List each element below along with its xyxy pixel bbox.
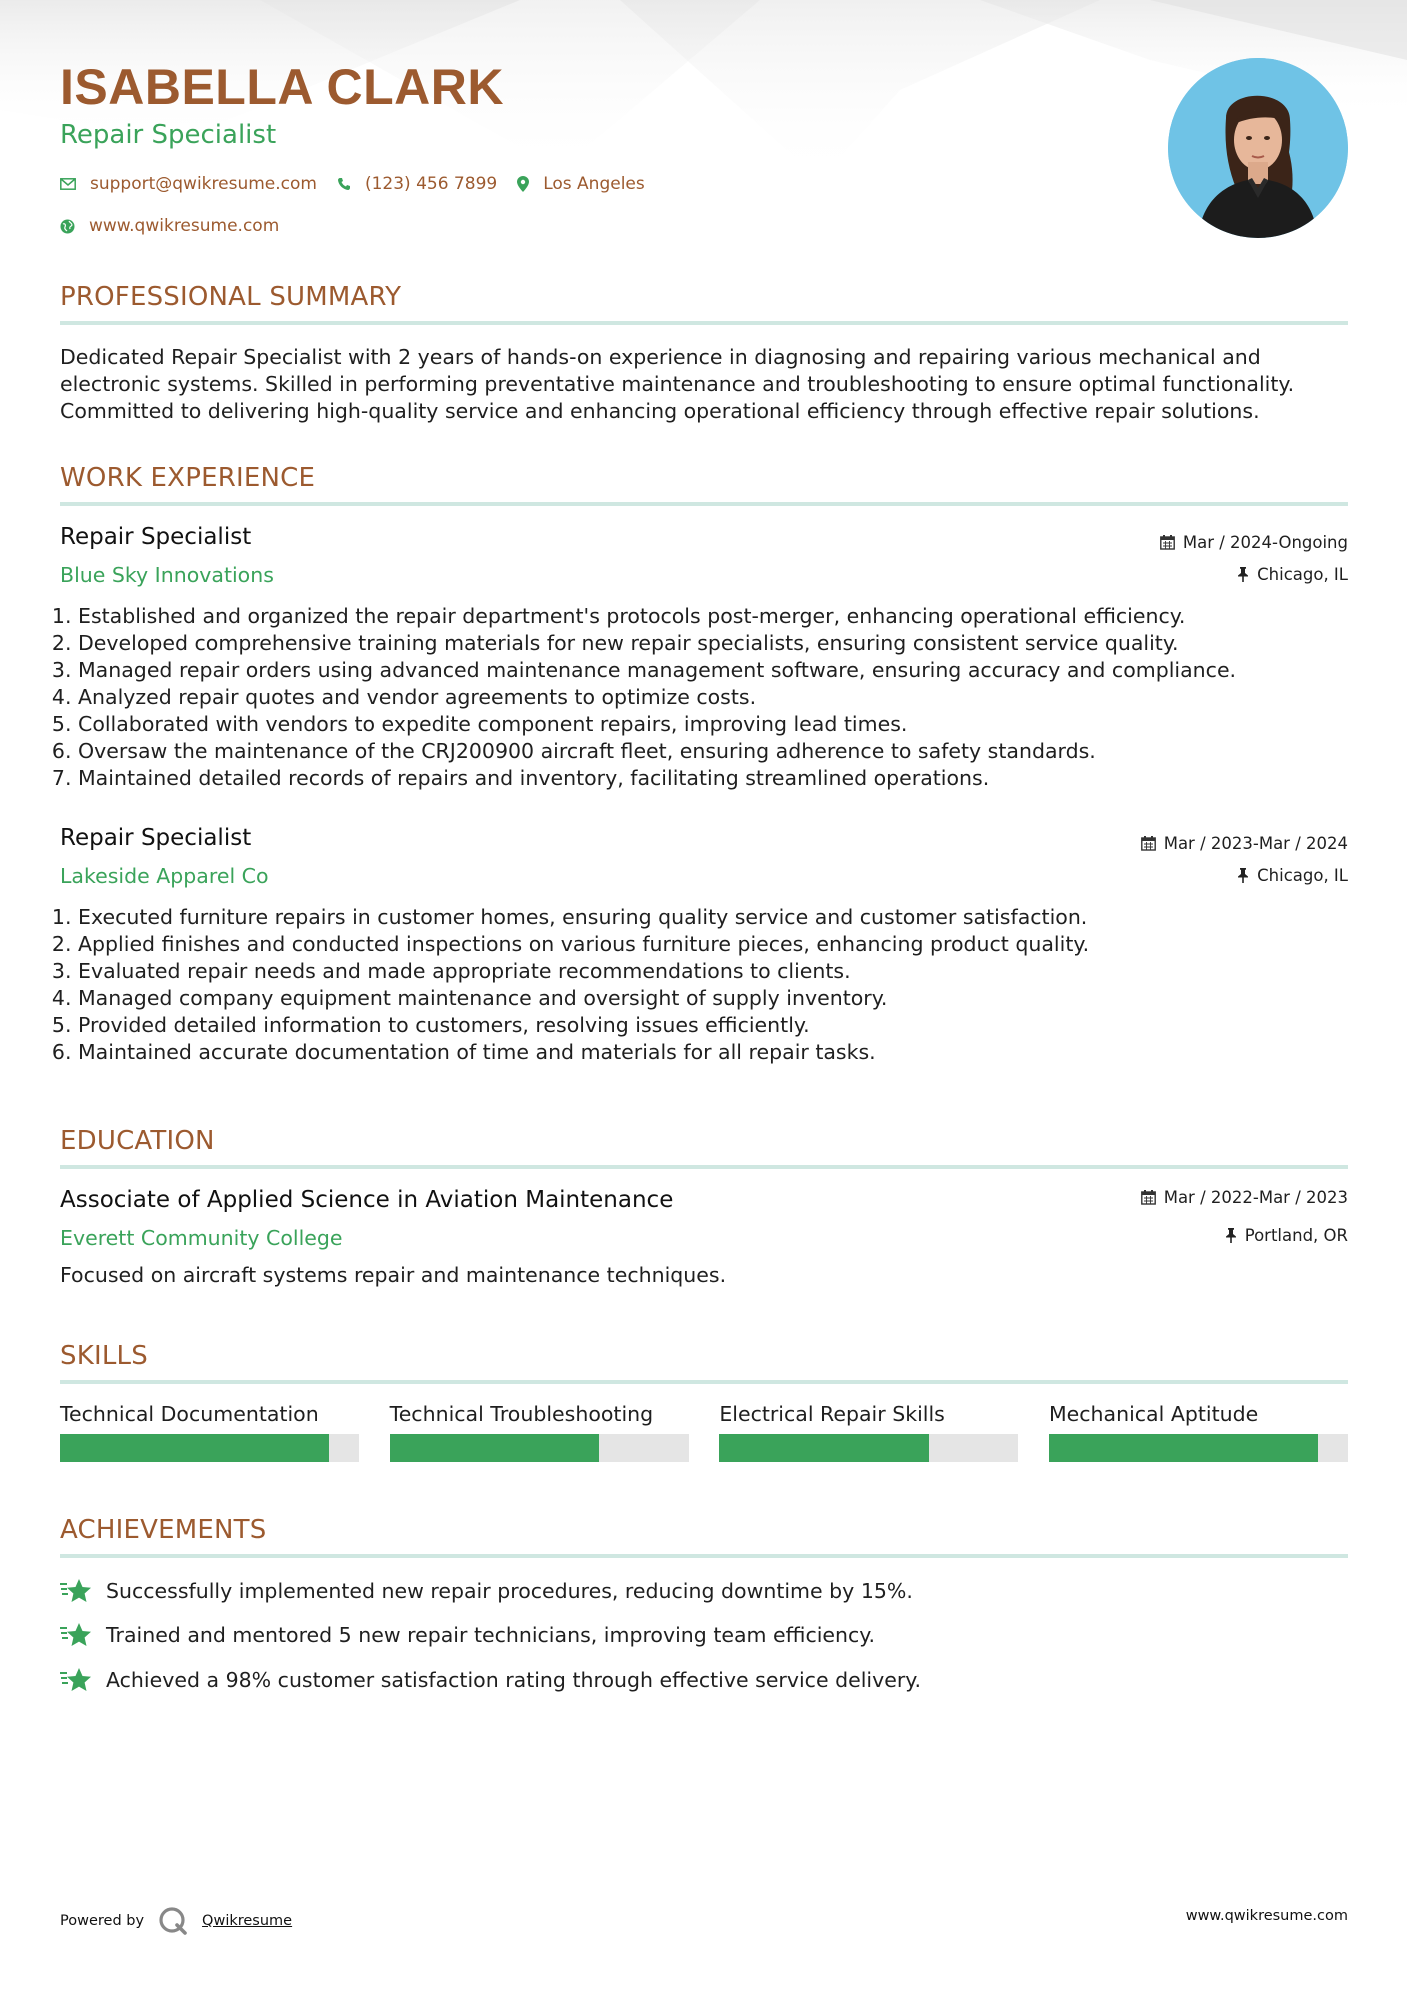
education-heading: EDUCATION xyxy=(60,1126,215,1156)
skill-bar xyxy=(60,1434,359,1462)
pin-icon xyxy=(1225,1228,1237,1243)
list-item: 6. Maintained accurate documentation of time and materials for all repair tasks. xyxy=(78,1039,1348,1066)
achievement-item xyxy=(60,1667,921,1693)
school-name: Everett Community College xyxy=(60,1226,343,1250)
job-location xyxy=(1237,866,1348,885)
list-item: 3. Evaluated repair needs and made appropriate recommendations to clients. xyxy=(78,958,1348,985)
powered-by-label: Powered by xyxy=(60,1913,145,1929)
job-company: Lakeside Apparel Co xyxy=(60,864,269,888)
degree-title: Associate of Applied Science in Aviation Maintenance xyxy=(60,1187,674,1213)
job-dates xyxy=(1160,533,1348,552)
skill-bar xyxy=(719,1434,1018,1462)
education-description: Focused on aircraft systems repair and maintenance techniques. xyxy=(60,1263,727,1287)
list-item: 5. Collaborated with vendors to expedite component repairs, improving lead times. xyxy=(78,711,1348,738)
skill-bar-fill xyxy=(60,1434,329,1462)
map-marker-icon xyxy=(517,176,529,192)
achievement-text: Achieved a 98% customer satisfaction rating through effective service delivery. xyxy=(106,1668,921,1692)
skill-item xyxy=(719,1402,1018,1462)
contact-location xyxy=(517,174,645,194)
section-divider xyxy=(60,1380,1348,1384)
list-item: 4. Managed company equipment maintenance and oversight of supply inventory. xyxy=(78,985,1348,1012)
section-divider xyxy=(60,502,1348,506)
contact-email[interactable] xyxy=(60,174,317,194)
envelope-icon xyxy=(60,178,76,190)
skill-bar-fill xyxy=(390,1434,599,1462)
qwikresume-logo-icon xyxy=(158,1906,188,1936)
section-divider xyxy=(60,1554,1348,1558)
job-company: Blue Sky Innovations xyxy=(60,563,274,587)
star-icon xyxy=(60,1578,92,1604)
achievement-text: Successfully implemented new repair procedures, reducing downtime by 15%. xyxy=(106,1579,913,1603)
calendar-icon xyxy=(1141,836,1156,851)
summary-text: Dedicated Repair Specialist with 2 years of hands-on experience in diagnosing and repairing various mechanical and electronic systems. Skilled in performing preventative maintenance and troubleshooting to ensure optimal functionality. Committed to delivering high-quality service and enhancing operational efficiency through effective repair solutions. xyxy=(60,345,1295,423)
contact-phone[interactable] xyxy=(337,174,497,194)
contact-row-1 xyxy=(60,174,665,194)
section-divider xyxy=(60,321,1348,325)
skill-item xyxy=(1049,1402,1348,1462)
skills-list xyxy=(60,1402,1348,1462)
skill-bar xyxy=(1049,1434,1348,1462)
contact-website[interactable] xyxy=(60,216,279,236)
list-item: 3. Managed repair orders using advanced maintenance management software, ensuring accuracy and compliance. xyxy=(78,657,1348,684)
email-text: support@qwikresume.com xyxy=(90,174,317,194)
job-title: Repair Specialist xyxy=(60,524,252,550)
list-item: 6. Oversaw the maintenance of the CRJ200900 aircraft fleet, ensuring adherence to safety standards. xyxy=(78,738,1348,765)
skill-item xyxy=(60,1402,359,1462)
list-item: 4. Analyzed repair quotes and vendor agreements to optimize costs. xyxy=(78,684,1348,711)
job-bullets xyxy=(60,904,1348,1066)
profile-photo xyxy=(1168,58,1348,238)
phone-text: (123) 456 7899 xyxy=(364,174,498,194)
globe-icon xyxy=(60,219,75,234)
skill-item xyxy=(390,1402,689,1462)
candidate-role: Repair Specialist xyxy=(60,120,277,150)
skill-name: Technical Documentation xyxy=(60,1402,319,1426)
contact-row-2 xyxy=(60,216,299,236)
achievement-item xyxy=(60,1578,913,1604)
list-item: 1. Established and organized the repair department's protocols post-merger, enhancing operational efficiency. xyxy=(78,603,1348,630)
website-text: www.qwikresume.com xyxy=(89,216,280,236)
education-dates xyxy=(1141,1188,1348,1207)
job-title: Repair Specialist xyxy=(60,825,252,851)
skill-bar-fill xyxy=(719,1434,928,1462)
candidate-name: ISABELLA CLARK xyxy=(60,59,505,115)
skill-name: Technical Troubleshooting xyxy=(389,1402,654,1426)
list-item: 1. Executed furniture repairs in customer homes, ensuring quality service and customer satisfaction. xyxy=(78,904,1348,931)
achievements-heading: ACHIEVEMENTS xyxy=(60,1515,267,1545)
job-bullets xyxy=(60,603,1348,792)
list-item: 7. Maintained detailed records of repairs and inventory, facilitating streamlined operations. xyxy=(78,765,1348,792)
calendar-icon xyxy=(1141,1190,1156,1205)
star-icon xyxy=(60,1667,92,1693)
location-text: Los Angeles xyxy=(543,174,645,194)
job-location xyxy=(1237,565,1348,584)
phone-icon xyxy=(337,177,351,191)
calendar-icon xyxy=(1160,535,1175,550)
education-location-text: Portland, OR xyxy=(1244,1226,1348,1245)
job-dates-text: Mar / 2023-Mar / 2024 xyxy=(1163,834,1348,853)
education-location xyxy=(1225,1226,1348,1245)
job-location-text: Chicago, IL xyxy=(1257,565,1348,584)
skill-bar xyxy=(390,1434,689,1462)
list-item: 2. Applied finishes and conducted inspections on various furniture pieces, enhancing product quality. xyxy=(78,931,1348,958)
achievement-text: Trained and mentored 5 new repair technicians, improving team efficiency. xyxy=(106,1623,876,1647)
list-item: 5. Provided detailed information to customers, resolving issues efficiently. xyxy=(78,1012,1348,1039)
star-icon xyxy=(60,1622,92,1648)
pin-icon xyxy=(1237,868,1249,883)
job-dates xyxy=(1141,834,1348,853)
brand-link[interactable]: Qwikresume xyxy=(202,1913,293,1929)
job-dates-text: Mar / 2024-Ongoing xyxy=(1182,533,1348,552)
section-divider xyxy=(60,1165,1348,1169)
job-location-text: Chicago, IL xyxy=(1257,866,1348,885)
footer-website[interactable]: www.qwikresume.com xyxy=(1185,1908,1348,1924)
skill-name: Mechanical Aptitude xyxy=(1048,1402,1259,1426)
skill-bar-fill xyxy=(1049,1434,1318,1462)
powered-by xyxy=(60,1906,292,1936)
summary-heading: PROFESSIONAL SUMMARY xyxy=(60,282,402,312)
skill-name: Electrical Repair Skills xyxy=(719,1402,945,1426)
experience-heading: WORK EXPERIENCE xyxy=(60,463,316,493)
portrait-image xyxy=(1168,58,1348,238)
achievement-item xyxy=(60,1622,875,1648)
skills-heading: SKILLS xyxy=(60,1341,148,1371)
education-dates-text: Mar / 2022-Mar / 2023 xyxy=(1163,1188,1348,1207)
list-item: 2. Developed comprehensive training materials for new repair specialists, ensuring consistent service quality. xyxy=(78,630,1348,657)
pin-icon xyxy=(1237,567,1249,582)
